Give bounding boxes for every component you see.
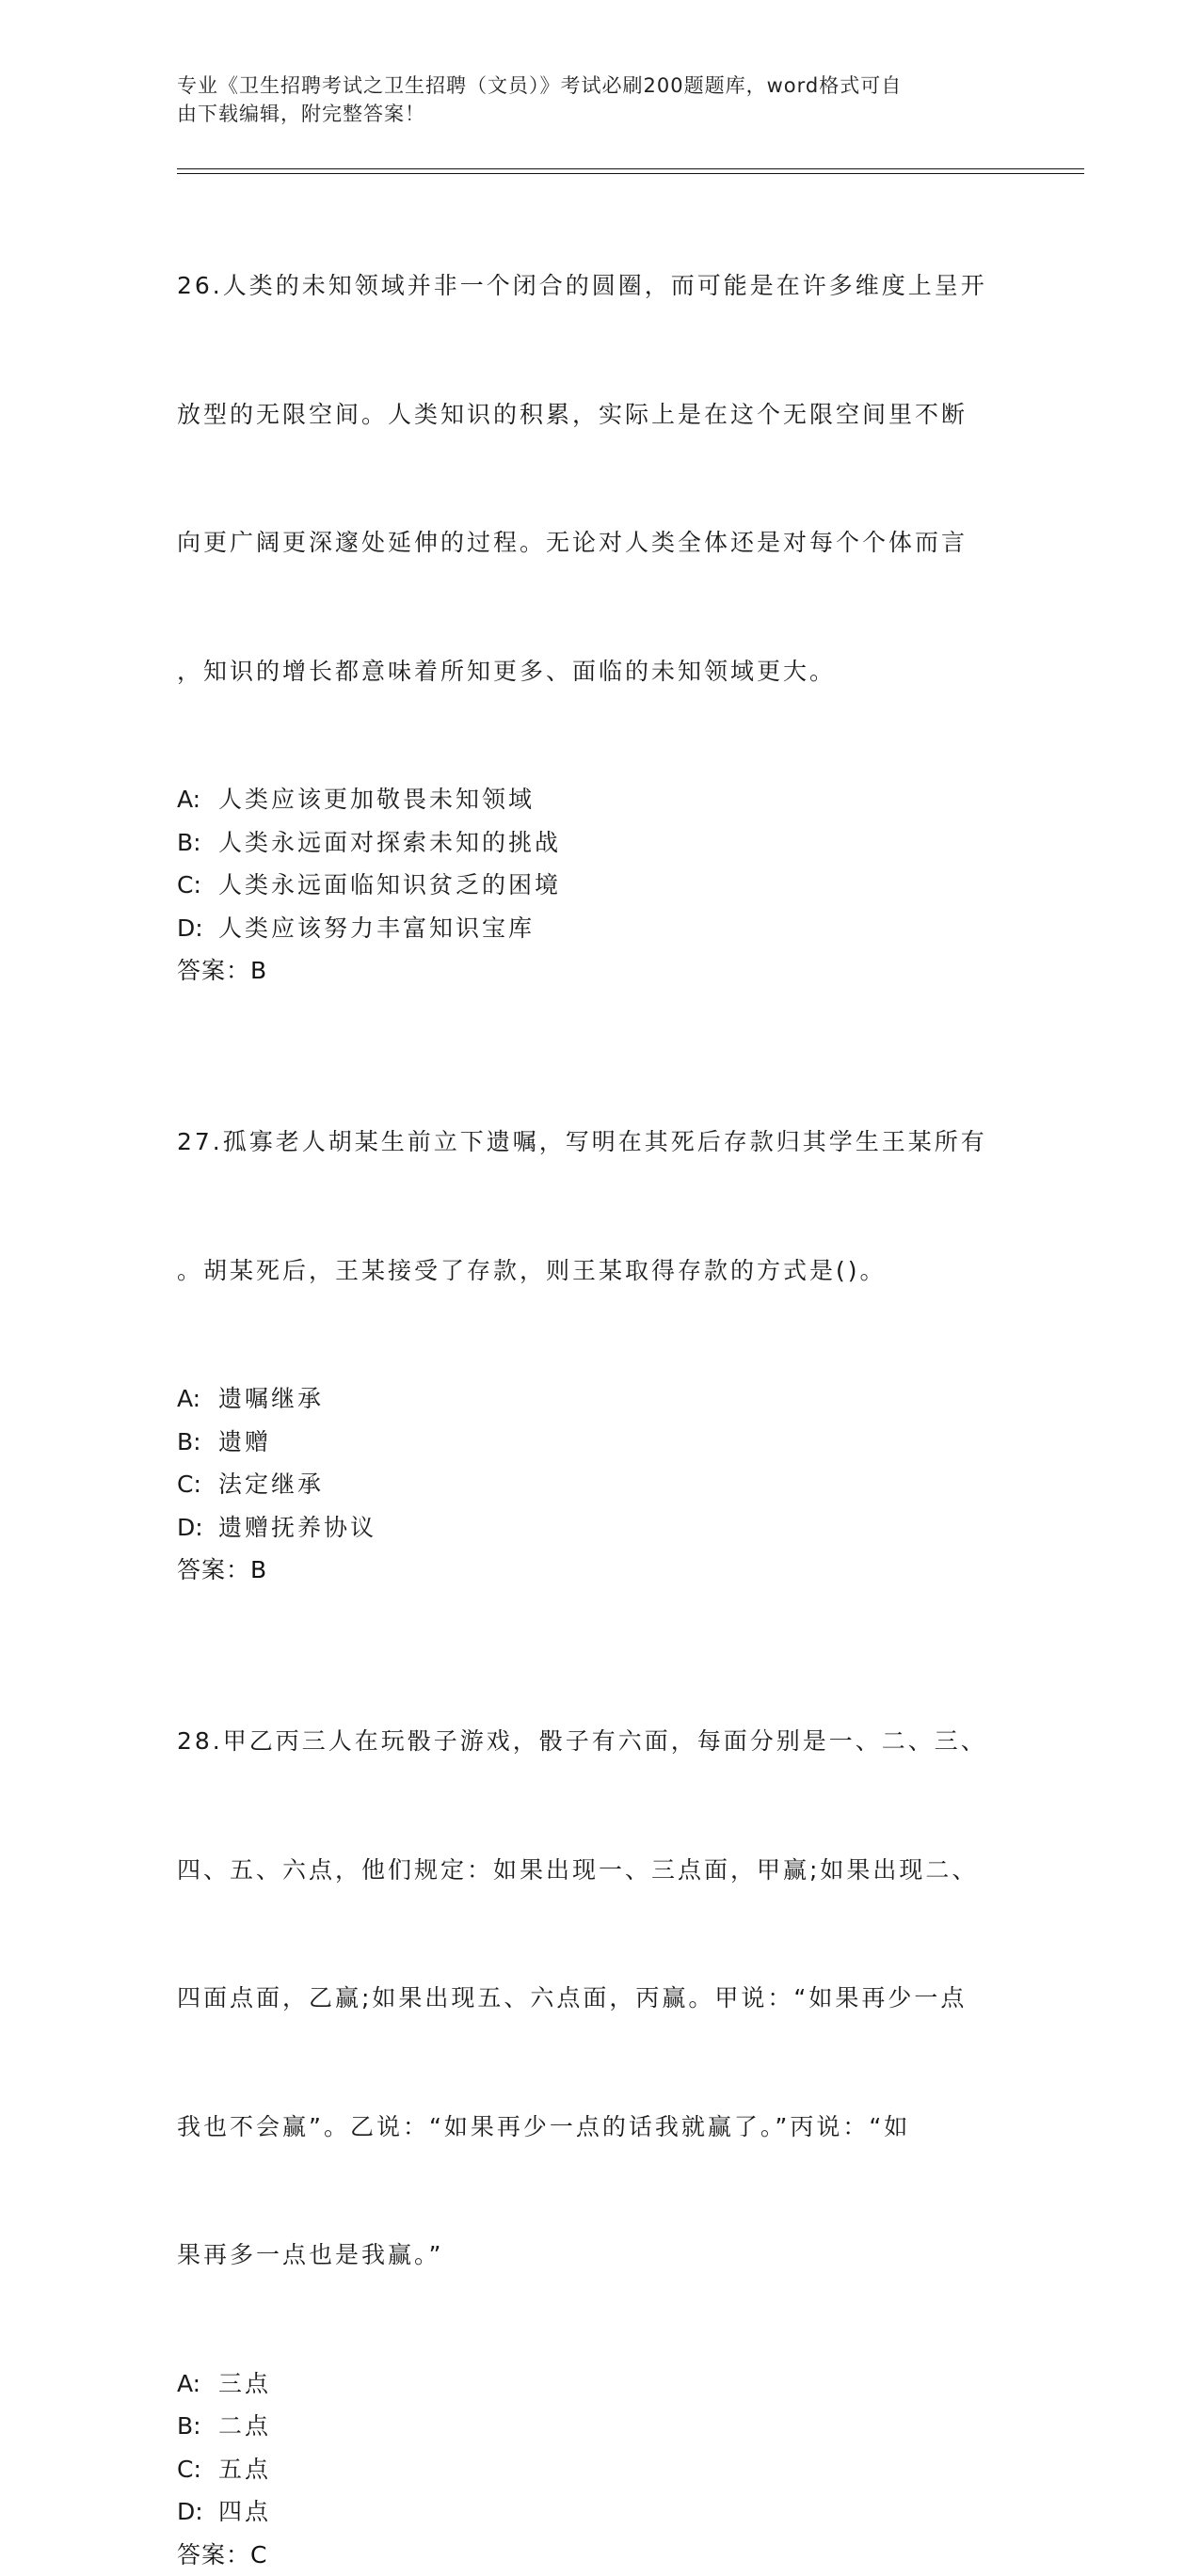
- option-text: 人类应该更加敬畏未知领域: [218, 786, 535, 813]
- question-text: [177, 179, 1024, 778]
- option-text: 三点: [218, 2370, 271, 2397]
- option-a: [177, 1377, 1024, 1421]
- option-text: 人类永远面临知识贫乏的困境: [218, 871, 561, 898]
- option-text: 二点: [218, 2412, 271, 2440]
- option-text: 四点: [218, 2498, 271, 2525]
- option-d: [177, 1506, 1024, 1550]
- question-line: 果再多一点也是我赢。”: [177, 2234, 1024, 2277]
- question-list: [177, 179, 1024, 2576]
- question-line: 我也不会赢”。乙说：“如果再少一点的话我就赢了。”丙说：“如: [177, 2106, 1024, 2149]
- option-text: 法定继承: [218, 1471, 324, 1498]
- question-line: 四、五、六点，他们规定：如果出现一、三点面，甲赢;如果出现二、: [177, 1849, 1024, 1892]
- option-a: [177, 778, 1024, 821]
- header-divider-top: [177, 168, 1084, 169]
- option-key: C:: [177, 1463, 218, 1506]
- question-line: 放型的无限空间。人类知识的积累，实际上是在这个无限空间里不断: [177, 393, 1024, 437]
- document-header: [177, 72, 1024, 128]
- question-text: [177, 1035, 1024, 1377]
- option-key: C:: [177, 2448, 218, 2491]
- question-text: [177, 1634, 1024, 2362]
- option-d: [177, 2490, 1024, 2534]
- option-key: D:: [177, 1506, 218, 1550]
- option-key: B:: [177, 2405, 218, 2448]
- question-line: 26.人类的未知领域并非一个闭合的圆圈，而可能是在许多维度上呈开: [177, 264, 1024, 308]
- option-key: C:: [177, 864, 218, 907]
- spacer: [177, 1592, 1024, 1635]
- option-key: A:: [177, 778, 218, 821]
- option-key: A:: [177, 2362, 218, 2406]
- option-key: B:: [177, 821, 218, 865]
- option-text: 人类应该努力丰富知识宝库: [218, 914, 535, 942]
- option-d: [177, 907, 1024, 950]
- question-26: [177, 179, 1024, 993]
- question-line: 向更广阔更深邃处延伸的过程。无论对人类全体还是对每个个体而言: [177, 521, 1024, 564]
- option-c: [177, 864, 1024, 907]
- option-key: A:: [177, 1377, 218, 1421]
- spacer: [177, 993, 1024, 1036]
- answer-line: 答案：B: [177, 1549, 1024, 1592]
- question-line: 。胡某死后，王某接受了存款，则王某取得存款的方式是()。: [177, 1249, 1024, 1293]
- option-key: D:: [177, 907, 218, 950]
- header-divider-bottom: [177, 173, 1084, 174]
- option-b: [177, 2405, 1024, 2448]
- option-a: [177, 2362, 1024, 2406]
- question-line: ，知识的增长都意味着所知更多、面临的未知领域更大。: [177, 650, 1024, 693]
- header-line-2: 由下载编辑，附完整答案！: [177, 100, 1024, 128]
- answer-line: 答案：C: [177, 2534, 1024, 2576]
- option-text: 遗赠抚养协议: [218, 1514, 376, 1541]
- question-line: 四面点面，乙赢;如果出现五、六点面，丙赢。甲说：“如果再少一点: [177, 1977, 1024, 2020]
- question-line: 28.甲乙丙三人在玩骰子游戏，骰子有六面，每面分别是一、二、三、: [177, 1720, 1024, 1763]
- option-b: [177, 1421, 1024, 1464]
- answer-line: 答案：B: [177, 949, 1024, 993]
- question-27: [177, 1035, 1024, 1592]
- question-28: [177, 1634, 1024, 2576]
- option-text: 人类永远面对探索未知的挑战: [218, 829, 561, 856]
- option-text: 遗嘱继承: [218, 1385, 324, 1412]
- option-b: [177, 821, 1024, 865]
- option-key: B:: [177, 1421, 218, 1464]
- header-line-1: 专业《卫生招聘考试之卫生招聘（文员）》考试必刷200题题库，word格式可自: [177, 72, 1024, 100]
- option-c: [177, 2448, 1024, 2491]
- option-text: 遗赠: [218, 1428, 271, 1455]
- question-line: 27.孤寡老人胡某生前立下遗嘱，写明在其死后存款归其学生王某所有: [177, 1121, 1024, 1164]
- option-text: 五点: [218, 2456, 271, 2483]
- option-c: [177, 1463, 1024, 1506]
- option-key: D:: [177, 2490, 218, 2534]
